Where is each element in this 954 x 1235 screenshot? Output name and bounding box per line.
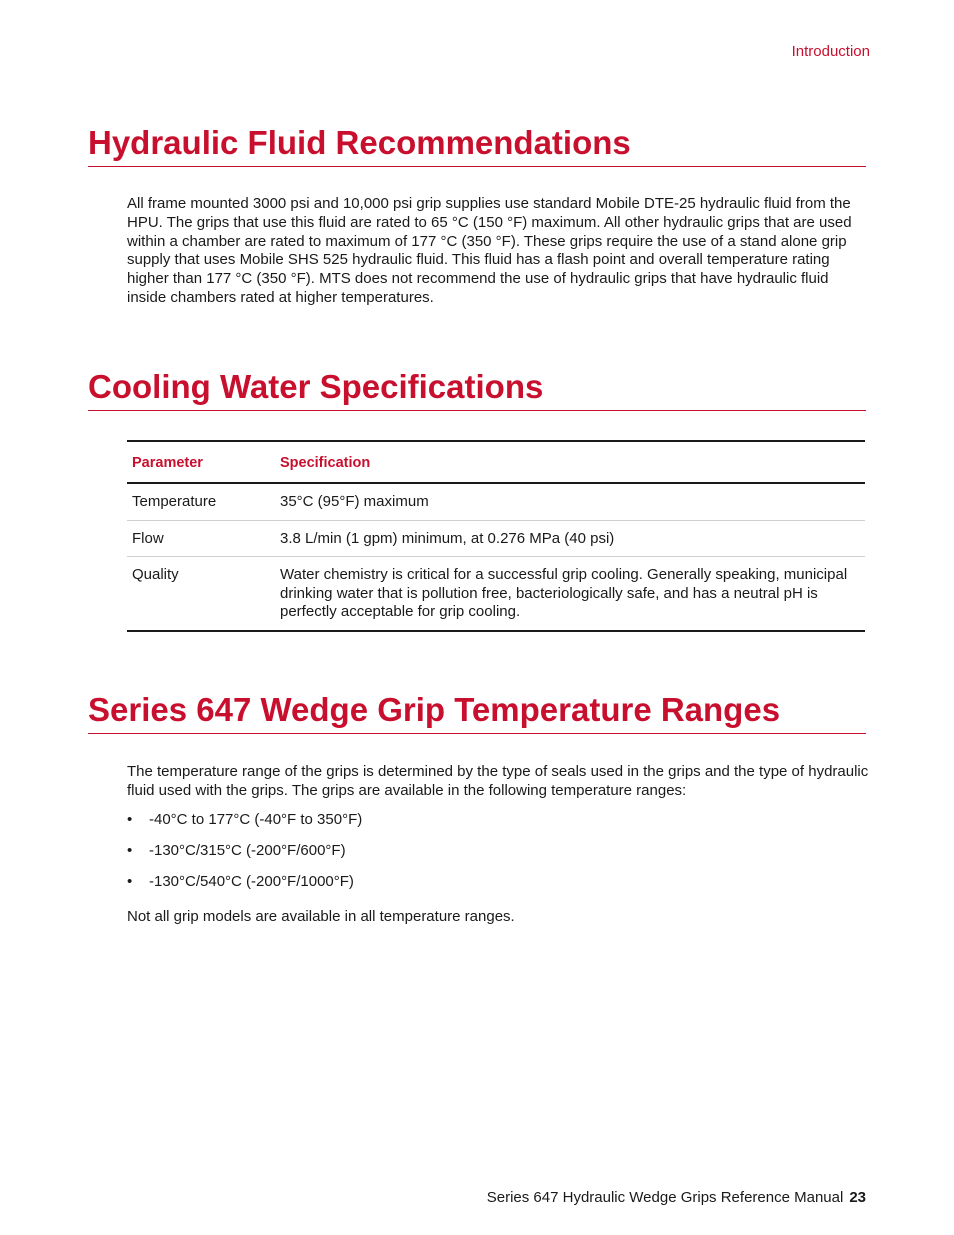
table-row bbox=[127, 483, 865, 520]
page-number: 23 bbox=[849, 1189, 866, 1206]
table-row bbox=[127, 520, 865, 557]
parameter-cell: Quality bbox=[127, 557, 275, 631]
heading-hydraulic-fluid: Hydraulic Fluid Recommendations bbox=[88, 124, 866, 167]
specification-cell: 35°C (95°F) maximum bbox=[275, 483, 865, 520]
bullet-icon: • bbox=[127, 873, 133, 890]
column-header-parameter: Parameter bbox=[127, 441, 275, 483]
temperature-range-list bbox=[127, 810, 362, 903]
hydraulic-fluid-paragraph: All frame mounted 3000 psi and 10,000 psi grip supplies use standard Mobile DTE-25 hydraulic fluid from the HPU. The grips that use this fluid are rated to 65 °C (150 °F) maximum. All other hydraulic grips that are used within a chamber are rated to maximum of 177 °C (350 °F). These grips require the use of a stand alone grip supply that uses Mobile SHS 525 hydraulic fluid. This fluid has a flash point and overall temperature rating higher than 177 °C (350 °F). MTS does not recommend the use of hydraulic grips that have hydraulic fluid inside chambers rated at higher temperatures. bbox=[127, 195, 852, 306]
heading-temperature-ranges: Series 647 Wedge Grip Temperature Ranges bbox=[88, 691, 866, 734]
table-header-row bbox=[127, 441, 865, 483]
bullet-icon: • bbox=[127, 811, 133, 828]
specification-cell: Water chemistry is critical for a successful grip cooling. Generally speaking, municipal drinking water that is pollution free, bacteriologically safe, and has a neutral pH is perfectly acceptable for grip cooling. bbox=[275, 557, 865, 631]
availability-note: Not all grip models are available in all temperature ranges. bbox=[127, 908, 515, 925]
page-footer bbox=[487, 1189, 866, 1206]
column-header-specification: Specification bbox=[275, 441, 865, 483]
parameter-cell: Temperature bbox=[127, 483, 275, 520]
heading-cooling-water: Cooling Water Specifications bbox=[88, 368, 866, 411]
bullet-icon: • bbox=[127, 842, 133, 859]
list-item-text: -130°C/540°C (-200°F/1000°F) bbox=[149, 873, 354, 890]
list-item-text: -40°C to 177°C (-40°F to 350°F) bbox=[149, 811, 363, 828]
specification-cell: 3.8 L/min (1 gpm) minimum, at 0.276 MPa (40 psi) bbox=[275, 520, 865, 557]
cooling-water-table bbox=[127, 440, 865, 632]
parameter-cell: Flow bbox=[127, 520, 275, 557]
list-item bbox=[127, 810, 362, 841]
list-item bbox=[127, 841, 362, 872]
running-header: Introduction bbox=[791, 43, 870, 60]
list-item-text: -130°C/315°C (-200°F/600°F) bbox=[149, 842, 346, 859]
temperature-ranges-intro: The temperature range of the grips is determined by the type of seals used in the grips and the type of hydraulic fluid used with the grips. The grips are available in the following temperature ranges: bbox=[127, 763, 869, 799]
manual-title: Series 647 Hydraulic Wedge Grips Reference Manual bbox=[486, 1189, 844, 1206]
table-row bbox=[127, 557, 865, 631]
list-item bbox=[127, 872, 362, 903]
